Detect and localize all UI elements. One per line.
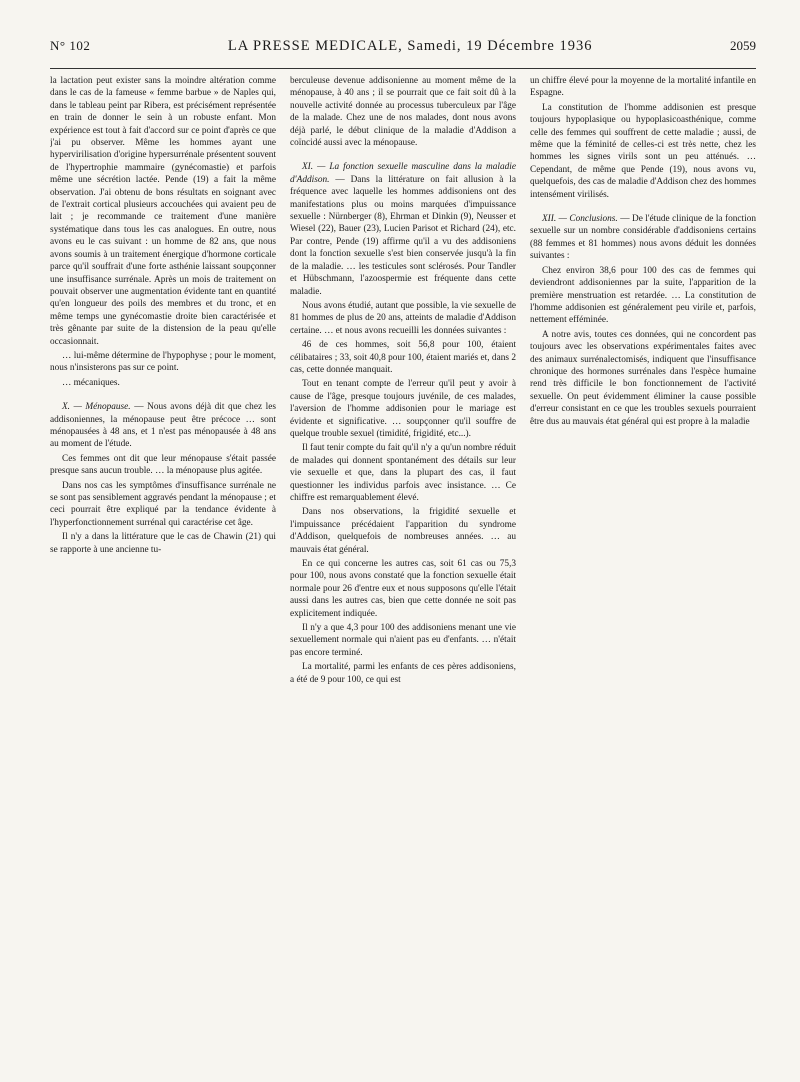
- paragraph: Il n'y a que 4,3 pour 100 des addisoniens menant une vie sexuellement normale qui n'aient pas eu d'enfants. … n'était pas encore terminé.: [290, 623, 516, 658]
- paragraph: Dans nos observations, la frigidité sexuelle et l'impuissance précédaient l'apparition du syndrome d'Addison, quelquefois de nombreuses années. … au mauvais état général.: [290, 507, 516, 555]
- paragraph: … lui-même détermine de l'hypophyse ; pour le moment, nous n'insisterons pas sur ce point.: [50, 350, 276, 374]
- paragraph: A notre avis, toutes ces données, qui ne concordent pas toujours avec les observations expérimentales faites avec des animaux surrénalectomisés, indiquent que l'insuffisance chronique des hormones surrénales dans l'espèce humaine rend très difficile le bon fonctionnement de l'activité sexuelle. On peut évidemment éliminer la cause possible d'erreur consistant en ce que les troubles sexuels pourraient être dus au mauvais état général qui est propre à la maladie: [530, 329, 756, 427]
- paragraph: berculeuse devenue addisonienne au moment même de la ménopause, à 40 ans ; il se pourrait que ce fait soit dû à la nouvelle activité donnée au processus tuberculeux par l'âge de la malade. Chez une de nos malades, dont nous avons déjà parlé, le début clinique de la maladie d'Addison a coïncidé aussi avec la ménopause.: [290, 76, 516, 149]
- page-number: 2059: [730, 38, 756, 53]
- paragraph: La constitution de l'homme addisonien est presque toujours hypoplasique ou hypoplasicoasthénique, comme celle des femmes qui souffrent de cette maladie ; aussi, de même que la féminité de celles-ci est très nette, chez les hommes les signes virils sont un peu atténués. … Cependant, de même que Pende (19), nous avons vu, quelquefois, des cas de maladie d'Addison chez des hommes intensément virilisés.: [530, 102, 756, 200]
- column-3: [530, 75, 756, 1075]
- paragraph: 46 de ces hommes, soit 56,8 pour 100, étaient célibataires ; 33, soit 40,8 pour 100, étaient mariés et, dans 2 cas, cette donnée manquait.: [290, 340, 516, 375]
- paragraph: Tout en tenant compte de l'erreur qu'il peut y avoir à cause de l'âge, presque toujours juvénile, de ces malades, l'aversion de l'homme addisonien pour le mariage est évidente et significative. … soupçonner qu'il souffre de quelque trouble sexuel (timidité, frigidité, etc...).: [290, 379, 516, 439]
- journal-title: LA PRESSE MEDICALE, Samedi, 19 Décembre 1936: [227, 38, 593, 54]
- section-conclusions: [530, 213, 756, 428]
- paragraph: Il faut tenir compte du fait qu'il n'y a qu'un nombre réduit de malades qui donnent spontanément des détails sur leur vie sexuelle et que, dans la plupart des cas, il faut questionner les individus parfois avec insistance. … Ce chiffre est remarquablement élevé.: [290, 443, 516, 503]
- paragraph: La mortalité, parmi les enfants de ces pères addisoniens, a été de 9 pour 100, ce qui est: [290, 662, 516, 685]
- paragraph: — Dans la littérature on fait allusion à la fréquence avec laquelle les hommes addisoniens ont des manifestations plus ou moins marquées d'impuissance sexuelle : Nürnberger (8), Ehrman et Dinkin (9), Neusser et Wiesel (22), Bauer (23), Lucien Parisot et Richard (24), etc. Par contre, Pende (19) affirme qu'il a vu des addisoniens dont la fonction sexuelle s'est bien conservée jusqu'à la fin de la maladie. … les testicules sont sclérosés. Pour Tandler et Hübschmann, l'azoospermie est fréquente dans cette maladie.: [290, 174, 516, 297]
- paragraph: Ces femmes ont dit que leur ménopause s'était passée presque sans aucun trouble. … la ménopause plus agitée.: [50, 453, 276, 477]
- paragraph: — De l'étude clinique de la fonction sexuelle sur un nombre considérable d'addisoniens certains (88 femmes et 81 hommes) nous avons déduit les données suivantes :: [530, 214, 756, 262]
- text-columns: [50, 75, 756, 1075]
- paragraph: … mécaniques.: [62, 377, 120, 388]
- paragraph: En ce qui concerne les autres cas, soit 61 cas ou 75,3 pour 100, nous avons constaté que la fonction sexuelle était normale pour 26 d'entre eux et nous supposons qu'elle l'était aussi dans les autres cas, bien que cette donnée ne soit pas explicitement indiquée.: [290, 559, 516, 619]
- paragraph: Il n'y a dans la littérature que le cas de Chawin (21) qui se rapporte à une ancienne tu-: [50, 532, 276, 555]
- paragraph: la lactation peut exister sans la moindre altération comme dans le cas de la fameuse « femme barbue » de Naples qui, dans le tableau peint par Ribera, est précisément représentée en train de donner le sein à un robuste enfant. Mon expérience est tout à fait d'accord sur ce point d'après ce que j'ai pu observer. Même les hommes ayant une hypervirilisation d'origine hypersurrénale présentent souvent de l'hypertrophie mammaire (gynécomastie) et parfois même une sécrétion lactée. Pende (19) a fait la même observation. J'ai obtenu de bons résultats en soignant avec de l'extrait cortical plusieurs accouchées qui avaient peu de lait ; je recommande ce traitement d'une manière systématique dans tous les cas analogues. En outre, nous avons eu le cas suivant : un homme de 82 ans, que nous avons soumis à un traitement énergique d'hormone corticale parce qu'il souffrait d'une forte asthénie laissant soupçonner une insuffisance surrénale. Après un mois de traitement on pouvait observer une augmentation évidente tant en quantité qu'en longueur des poils des membres et du tronc, et en même temps une gynécomastie droite bien caractérisée et très gênante par suite de la distension de la peau qu'elle occasionnait.: [50, 76, 276, 347]
- paragraph: un chiffre élevé pour la moyenne de la mortalité infantile en Espagne.: [530, 76, 756, 99]
- paragraph: Nous avons étudié, autant que possible, la vie sexuelle de 81 hommes de plus de 20 ans, atteints de maladie d'Addison certaine. … et nous avons recueilli les données suivantes :: [290, 300, 516, 336]
- section-heading: X. — Ménopause.: [62, 402, 131, 413]
- section-male-sexual-function: [290, 161, 516, 686]
- paragraph: — Nous avons déjà dit que chez les addisoniennes, la ménopause peut être précoce … sont ménopausées à 48 ans, et 1 n'est pas ménopausée à 48 ans au moment de l'étude.: [50, 402, 276, 450]
- column-2: [290, 75, 516, 1075]
- section-heading: XII. — Conclusions.: [542, 214, 618, 225]
- section-menopause: [50, 401, 276, 556]
- paragraph: Dans nos cas les symptômes d'insuffisance surrénale ne se sont pas sensiblement aggravés pendant la ménopause ; et ceci pourrait être expliqué par la tendance évidente à l'hyperfonctionnement surrénal qui caractérise cet âge.: [50, 480, 276, 528]
- issue-number: N° 102: [50, 38, 91, 53]
- paragraph: Chez environ 38,6 pour 100 des cas de femmes qui deviendront addisoniennes par la suite, l'apparition de la première menstruation est retardée. … La constitution de l'homme addisonien est généralement peu virile et, parfois, nettement efféminée.: [530, 265, 756, 326]
- section-heading: XI. — La fonction sexuelle masculine dans la maladie d'Addison.: [290, 162, 516, 185]
- page-header: [50, 38, 756, 64]
- column-1: [50, 75, 276, 1075]
- header-divider: [50, 68, 756, 69]
